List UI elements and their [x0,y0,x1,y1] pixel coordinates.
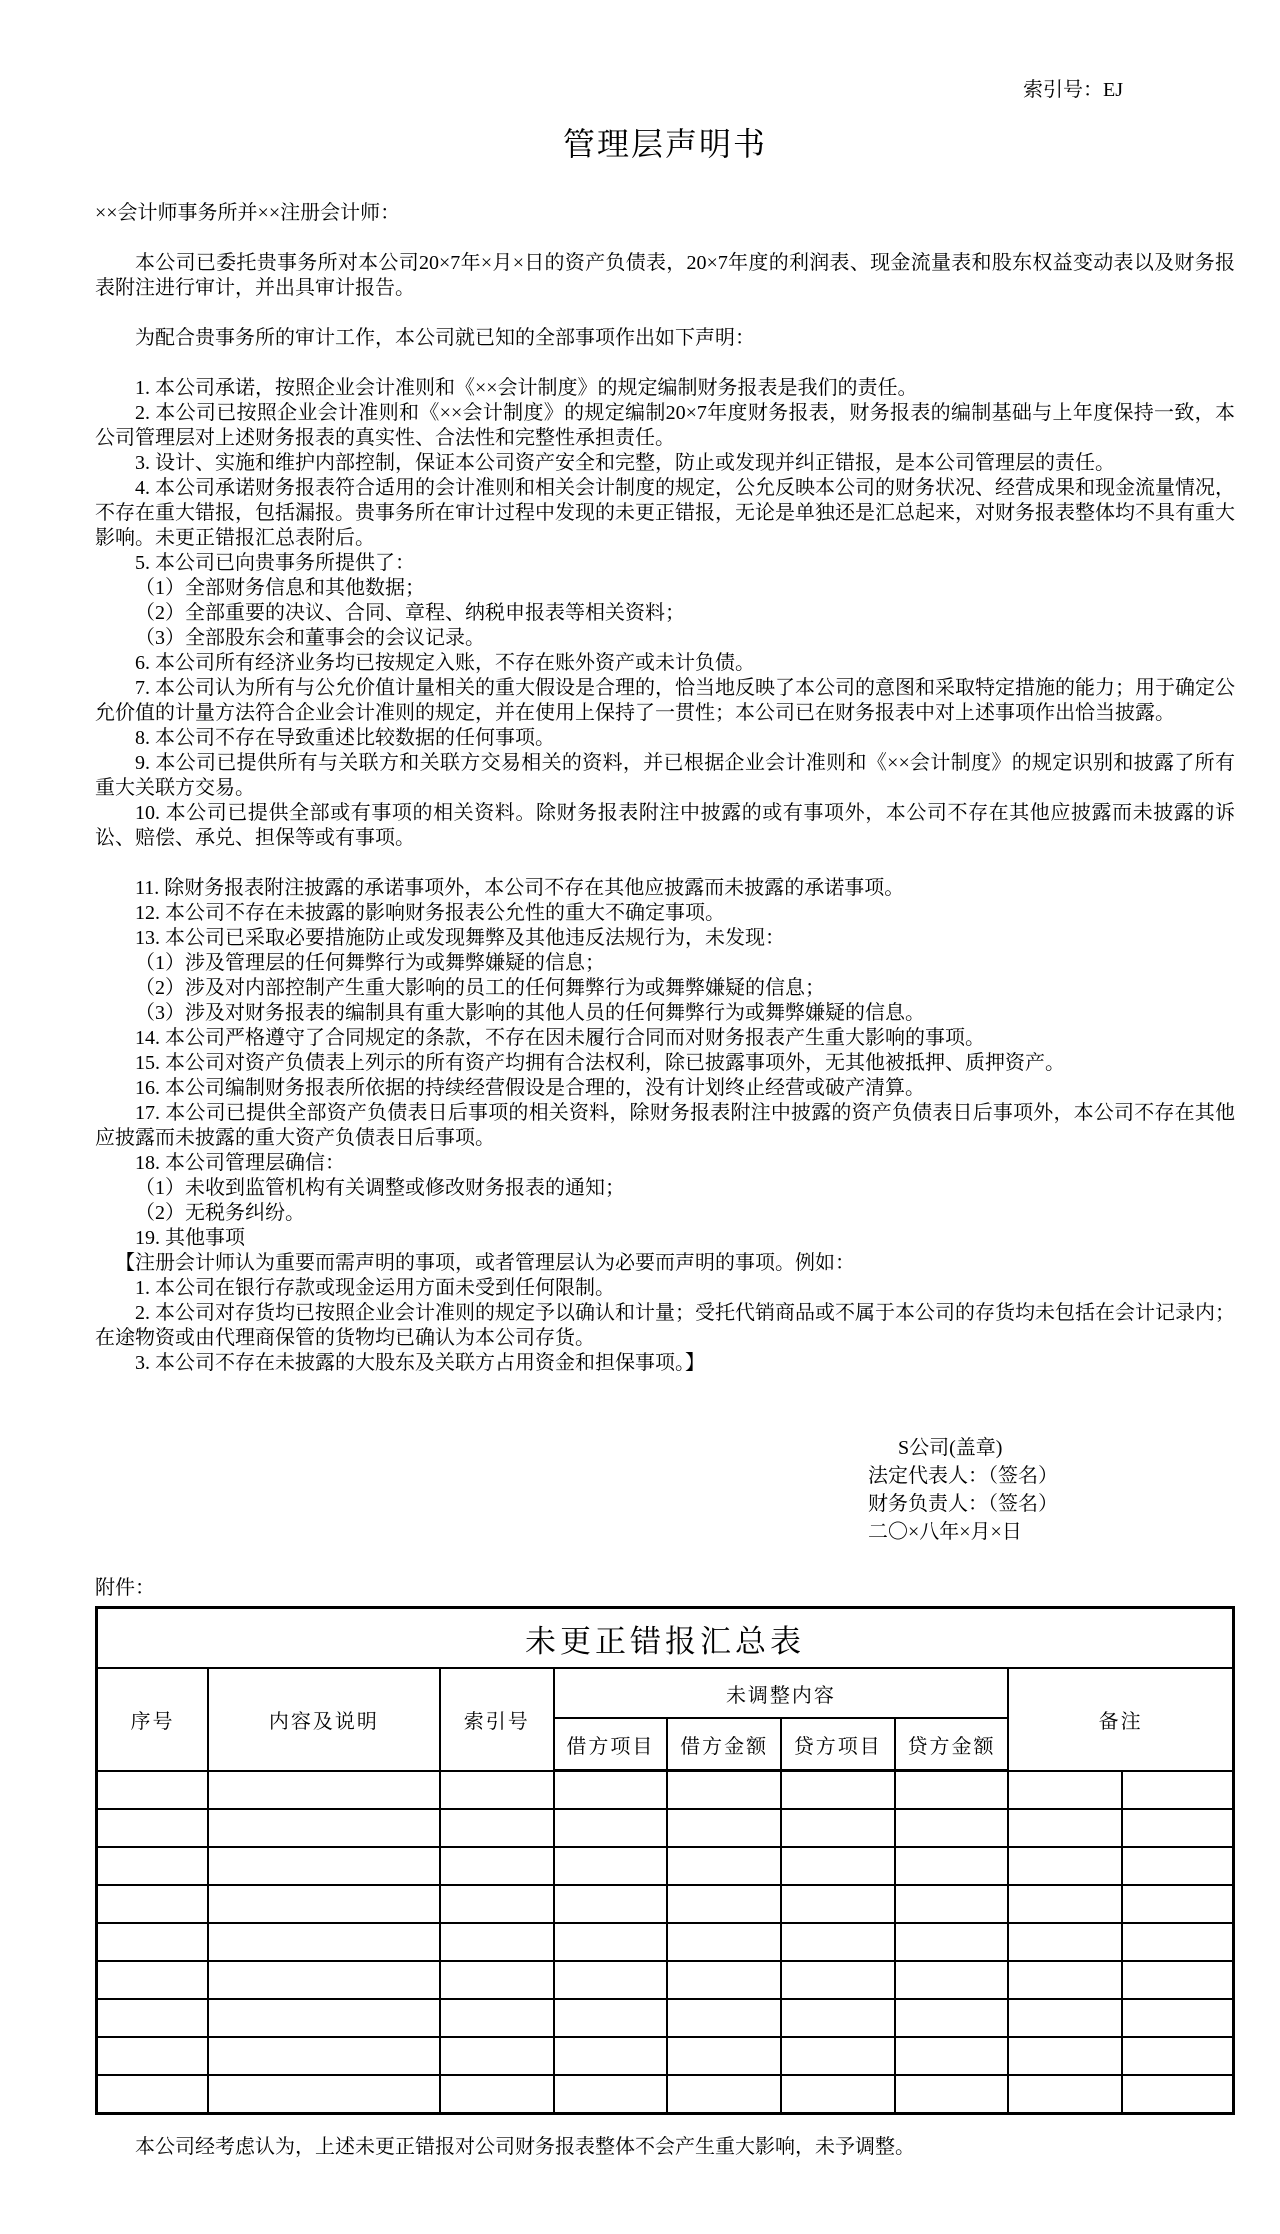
empty-cell [440,1923,554,1961]
table-row [97,2075,1234,2114]
empty-cell [667,1923,781,1961]
statement-paragraph: （3）涉及对财务报表的编制具有重大影响的其他人员的任何舞弊行为或舞弊嫌疑的信息。 [135,1002,925,1024]
statement-paragraph: 15. 本公司对资产负债表上列示的所有资产均拥有合法权利，除已披露事项外，无其他被抵押、质押资产。 [135,1052,1065,1074]
statement-paragraph: 10. 本公司已提供全部或有事项的相关资料。除财务报表附注中披露的或有事项外，本公司不存在其他应披露而未披露的诉讼、赔偿、承兑、担保等或有事项。 [95,802,1235,849]
statement-paragraph: 2. 本公司已按照企业会计准则和《××会计制度》的规定编制20×7年度财务报表，财务报表的编制基础与上年度保持一致，本公司管理层对上述财务报表的真实性、合法性和完整性承担责任。 [95,402,1235,449]
empty-cell [554,2037,668,2075]
empty-cell [667,1999,781,2037]
empty-cell [781,1847,895,1885]
table-row [97,1885,1234,1923]
empty-cell [440,1885,554,1923]
statement-paragraph: 17. 本公司已提供全部资产负债表日后事项的相关资料，除财务报表附注中披露的资产负债表日后事项外，本公司不存在其他应披露而未披露的重大资产负债表日后事项。 [95,1102,1235,1149]
statement-paragraph: 3. 设计、实施和维护内部控制，保证本公司资产安全和完整，防止或发现并纠正错报，是本公司管理层的责任。 [135,452,1115,474]
empty-cell [1008,1961,1122,1999]
empty-cell [895,1999,1009,2037]
empty-cell [554,1961,668,1999]
statement-paragraph: 9. 本公司已提供所有与关联方和关联方交易相关的资料，并已根据企业会计准则和《××会计制度》的规定识别和披露了所有重大关联方交易。 [95,752,1235,799]
empty-cell [895,1847,1009,1885]
empty-cell [440,1771,554,1810]
table-row [97,2037,1234,2075]
table-row [97,1961,1234,1999]
table-title-row [97,1608,1234,1669]
empty-cell [667,2075,781,2114]
statement-paragraph: 19. 其他事项 [135,1227,245,1249]
empty-cell [97,1999,208,2037]
empty-cell [208,1961,440,1999]
empty-cell [781,1771,895,1810]
salutation-line: ××会计师事务所并××注册会计师： [95,202,401,224]
empty-cell [97,1771,208,1810]
empty-cell [554,1885,668,1923]
empty-cell [554,1923,668,1961]
empty-cell [97,2075,208,2114]
statement-paragraph: （1）未收到监管机构有关调整或修改财务报表的通知； [135,1177,625,1199]
empty-cell [781,1885,895,1923]
empty-cell [895,1961,1009,1999]
table-row [97,1999,1234,2037]
empty-cell [667,1961,781,1999]
closing-paragraph: 本公司经考虑认为，上述未更正错报对公司财务报表整体不会产生重大影响，未予调整。 [135,2136,915,2158]
statement-paragraph: 【注册会计师认为重要而需声明的事项，或者管理层认为必要而声明的事项。例如： [115,1252,855,1274]
finance-head-line: 财务负责人：（签名） [868,1493,1058,1515]
uncorrected-misstatements-table [95,1606,1235,2115]
table-row [97,1923,1234,1961]
signature-date-line: 二〇×八年×月×日 [868,1521,1022,1543]
statement-paragraph: （2）无税务纠纷。 [135,1202,305,1224]
statement-paragraph: 13. 本公司已采取必要措施防止或发现舞弊及其他违反法规行为，未发现： [135,927,785,949]
index-number: 索引号：EJ [1023,79,1123,101]
intro-paragraph-2: 为配合贵事务所的审计工作，本公司就已知的全部事项作出如下声明： [135,327,755,349]
empty-cell [667,1809,781,1847]
empty-cell [1008,2037,1122,2075]
empty-cell [1122,1885,1234,1923]
table-title: 未更正错报汇总表 [97,1608,1234,1669]
empty-cell [208,2037,440,2075]
empty-cell [667,1847,781,1885]
empty-cell [440,1809,554,1847]
empty-cell [208,1809,440,1847]
empty-cell [895,2037,1009,2075]
signature-block [868,1434,1235,1546]
empty-cell [1008,1809,1122,1847]
statements-list [95,376,1235,1376]
empty-cell [208,1847,440,1885]
statement-paragraph: 5. 本公司已向贵事务所提供了： [135,552,415,574]
empty-cell [97,1809,208,1847]
statement-paragraph: 8. 本公司不存在导致重述比较数据的任何事项。 [135,727,555,749]
table-row [97,1809,1234,1847]
empty-cell [781,1999,895,2037]
empty-cell [667,1771,781,1810]
statement-paragraph: 16. 本公司编制财务报表所依据的持续经营假设是合理的，没有计划终止经营或破产清算。 [135,1077,925,1099]
empty-cell [1122,1923,1234,1961]
empty-cell [554,2075,668,2114]
col-header-content: 内容及说明 [208,1668,440,1771]
empty-cell [1008,1847,1122,1885]
empty-cell [440,1961,554,1999]
empty-cell [440,2037,554,2075]
empty-cell [781,1923,895,1961]
empty-cell [895,1809,1009,1847]
empty-cell [97,1885,208,1923]
empty-cell [97,1923,208,1961]
empty-cell [781,2037,895,2075]
statement-paragraph: 4. 本公司承诺财务报表符合适用的会计准则和相关会计制度的规定，公允反映本公司的财务状况、经营成果和现金流量情况，不存在重大错报，包括漏报。贵事务所在审计过程中发现的未更正错报，无论是单独还是汇总起来，对财务报表整体均不具有重大影响。未更正错报汇总表附后。 [95,477,1235,549]
company-seal-line: S公司(盖章) [898,1437,1003,1459]
empty-cell [208,1923,440,1961]
empty-cell [440,1847,554,1885]
empty-cell [1122,1809,1234,1847]
statement-paragraph: 6. 本公司所有经济业务均已按规定入账，不存在账外资产或未计负债。 [135,652,755,674]
empty-cell [667,1885,781,1923]
empty-cell [1008,1885,1122,1923]
table-row [97,1847,1234,1885]
empty-cell [554,1809,668,1847]
empty-cell [554,1847,668,1885]
empty-cell [1122,1999,1234,2037]
statement-paragraph: （2）涉及对内部控制产生重大影响的员工的任何舞弊行为或舞弊嫌疑的信息； [135,977,825,999]
statement-paragraph: 2. 本公司对存货均已按照企业会计准则的规定予以确认和计量；受托代销商品或不属于本公司的存货均未包括在会计记录内；在途物资或由代理商保管的货物均已确认为本公司存货。 [95,1302,1235,1349]
statement-paragraph: （1）涉及管理层的任何舞弊行为或舞弊嫌疑的信息； [135,952,605,974]
attachment-label: 附件： [95,1577,155,1599]
col-header-remark: 备注 [1008,1668,1233,1771]
statement-paragraph: （3）全部股东会和董事会的会议记录。 [135,627,485,649]
statement-paragraph: 3. 本公司不存在未披露的大股东及关联方占用资金和担保事项。】 [135,1352,705,1374]
statement-paragraph: 7. 本公司认为所有与公允价值计量相关的重大假设是合理的，恰当地反映了本公司的意图和采取特定措施的能力；用于确定公允价值的计量方法符合企业会计准则的规定，并在使用上保持了一贯性；本公司已在财务报表中对上述事项作出恰当披露。 [95,677,1235,724]
table-row [97,1771,1234,1810]
col-header-credit-amount: 贷方金额 [895,1718,1009,1771]
empty-cell [895,2075,1009,2114]
empty-cell [97,2037,208,2075]
empty-cell [440,1999,554,2037]
empty-cell [667,2037,781,2075]
col-header-debit-amount: 借方金额 [667,1718,781,1771]
col-header-index: 索引号 [440,1668,554,1771]
document-title: 管理层声明书 [562,126,767,162]
empty-cell [1122,1847,1234,1885]
intro-paragraph-1: 本公司已委托贵事务所对本公司20×7年×月×日的资产负债表，20×7年度的利润表、现金流量表和股东权益变动表以及财务报表附注进行审计，并出具审计报告。 [95,252,1235,299]
empty-cell [208,1885,440,1923]
statement-paragraph: （2）全部重要的决议、合同、章程、纳税申报表等相关资料； [135,602,685,624]
empty-cell [97,1847,208,1885]
empty-cell [554,1771,668,1810]
empty-cell [895,1885,1009,1923]
empty-cell [1008,1923,1122,1961]
statement-paragraph: 14. 本公司严格遵守了合同规定的条款，不存在因未履行合同而对财务报表产生重大影响的事项。 [135,1027,985,1049]
empty-cell [554,1999,668,2037]
statement-paragraph: 12. 本公司不存在未披露的影响财务报表公允性的重大不确定事项。 [135,902,725,924]
empty-cell [895,1771,1009,1810]
empty-cell [781,1809,895,1847]
empty-cell [1122,2037,1234,2075]
empty-cell [1008,2075,1122,2114]
legal-representative-line: 法定代表人：（签名） [868,1465,1058,1487]
empty-cell [97,1961,208,1999]
empty-cell [781,2075,895,2114]
empty-cell [208,2075,440,2114]
col-header-unadjusted: 未调整内容 [554,1668,1009,1718]
empty-cell [895,1923,1009,1961]
col-header-seq: 序号 [97,1668,208,1771]
empty-cell [1122,2075,1234,2114]
empty-cell [1122,1771,1234,1810]
table-header-row-1 [97,1668,1234,1718]
statement-paragraph: 1. 本公司在银行存款或现金运用方面未受到任何限制。 [135,1277,615,1299]
col-header-debit-item: 借方项目 [554,1718,668,1771]
statement-paragraph: 11. 除财务报表附注披露的承诺事项外，本公司不存在其他应披露而未披露的承诺事项。 [135,877,905,899]
empty-cell [1008,1999,1122,2037]
empty-cell [1122,1961,1234,1999]
col-header-credit-item: 贷方项目 [781,1718,895,1771]
empty-cell [440,2075,554,2114]
empty-cell [208,1771,440,1810]
empty-cell [1008,1771,1122,1810]
empty-cell [208,1999,440,2037]
statement-paragraph: 18. 本公司管理层确信： [135,1152,345,1174]
empty-cell [781,1961,895,1999]
statement-paragraph: 1. 本公司承诺，按照企业会计准则和《××会计制度》的规定编制财务报表是我们的责任。 [135,377,918,399]
statement-paragraph: （1）全部财务信息和其他数据； [135,577,425,599]
